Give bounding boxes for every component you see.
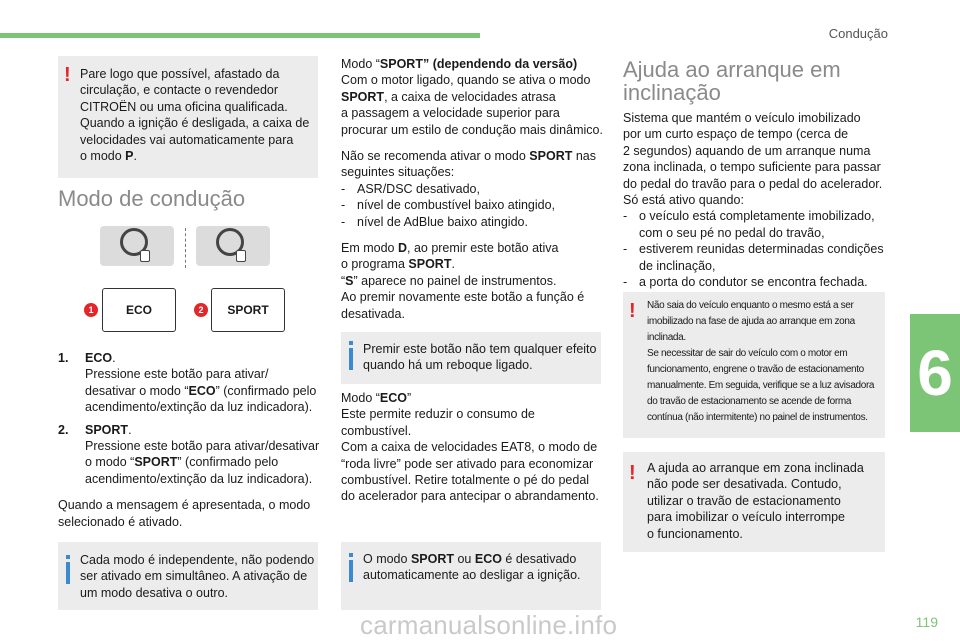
list-item: - estiverem reunidas determinadas condições de inclinação, [623, 242, 884, 273]
gear-selector-icon [236, 250, 246, 262]
info-box-independent-modes [58, 542, 318, 610]
warning-text: Pare logo que possível, afastado da circulação, e contacte o revendedor CITROËN ou uma oficina qualificada. Quando a ignição é desligada, a caixa de velocidades vai automaticamente para o modo P. [80, 67, 310, 164]
steering-wheel-sport-illustration [196, 226, 270, 266]
warning-box-leaving-vehicle [623, 292, 885, 438]
section-title: Condução [828, 26, 888, 41]
warning-icon: ! [629, 462, 636, 484]
steering-wheel-eco-illustration [100, 226, 174, 266]
info-box-ignition [341, 542, 601, 610]
list-item: - a porta do condutor se encontra fechada. [623, 275, 868, 290]
info-icon [349, 348, 353, 370]
callout-1: 1 [84, 303, 98, 317]
info-icon [66, 562, 70, 584]
info-icon [349, 560, 353, 582]
list-item: - nível de AdBlue baixo atingido. [341, 214, 528, 229]
callout-2: 2 [194, 303, 208, 317]
list-item: 2. SPORT. Pressione este botão para ativar/desativar o modo “SPORT” (confirmado pelo acendimento/extinção da luz indicadora). [58, 422, 320, 486]
eco-mode-section: Modo “ECO” Este permite reduzir o consumo de combustível. Com a caixa de velocidades EAT8, o modo de “roda livre” pode ser ativado para economizar combustível. Retire totalmente o pé do pedal do acelerador para antecipar o abrandamento. [341, 391, 599, 504]
list-item: - o veículo está completamente imobilizado, com o seu pé no pedal do travão, [623, 209, 875, 240]
info-box-trailer [341, 332, 601, 384]
page-number: 119 [915, 614, 938, 630]
warning-text: A ajuda ao arranque em zona inclinada não pode ser desativada. Contudo, utilizar o travão de estacionamento para imobilizar o veículo interrompe o funcionamento. [647, 461, 864, 541]
list-item: 1. ECO. Pressione este botão para ativar/ desativar o modo “ECO” (confirmado pelo acendimento/extinção da luz indicadora). [58, 351, 317, 415]
warning-box-gearbox [58, 56, 318, 178]
warning-box-cannot-deactivate [623, 452, 885, 552]
list-item: - nível de combustível baixo atingido, [341, 198, 556, 213]
info-text: Premir este botão não tem qualquer efeito quando há um reboque ligado. [363, 342, 597, 373]
section-heading-driving-mode: Modo de condução [58, 186, 246, 211]
warning-icon: ! [629, 300, 636, 322]
warning-icon: ! [64, 64, 71, 86]
header-accent-bar [0, 33, 480, 38]
list-item: - ASR/DSC desativado, [341, 181, 480, 196]
eco-button: ECO [102, 288, 176, 332]
info-text: Cada modo é independente, não podendo ser ativado em simultâneo. A ativação de um modo desativa o outro. [80, 553, 315, 600]
section-heading-hill-start: Ajuda ao arranque em inclinação [623, 57, 841, 105]
hill-start-description: Sistema que mantém o veículo imobilizado por um curto espaço de tempo (cerca de 2 segundos) aquando de um arranque numa zona inclinada, o tempo suficiente para passar do pedal do travão para o pedal do acelerador. Só está ativo quando: - o veículo está completamente imobilizado, com o seu pé no pedal do travão, - estiverem reunidas determinadas condições de inclinação, - a porta do condutor se encontra fechada. [623, 110, 893, 290]
info-text: O modo SPORT ou ECO é desativado automaticamente ao desligar a ignição. [363, 552, 581, 583]
chapter-tab: 6 [910, 314, 960, 432]
mode-message-paragraph: Quando a mensagem é apresentada, o modo selecionado é ativado. [58, 498, 311, 529]
watermark: carmanualsonline.info [360, 610, 618, 640]
sport-button: SPORT [211, 288, 285, 332]
sport-mode-section: Modo “SPORT” (dependendo da versão) Com o motor ligado, quando se ativa o modo SPORT, a caixa de velocidades atrasa a passagem a velocidade superior para procurar um estilo de condução mais dinâmico. Não se recomenda ativar o modo SPORT nas seguintes situações: - ASR/DSC desativado, - nível de combustível baixo atingido, - nível de AdBlue baixo atingido. Em modo D, ao premir este botão ativa o programa SPORT. “S” aparece no painel de instrumentos. Ao premir novamente este botão a função é desativada. [341, 56, 606, 322]
illustration-divider [185, 228, 186, 268]
warning-text: Não saia do veículo enquanto o mesmo está a ser imobilizado na fase de ajuda ao arranque em zona inclinada. Se necessitar de sair do veículo com o motor em funcionamento, engrene o travão de estacionamento manualmente. Em seguida, verifique se a luz avisadora do travão de estacionamento se acende de forma contínua (não intermitente) no painel de instrumentos. [647, 300, 875, 423]
button-descriptions [58, 350, 323, 530]
gear-selector-icon [140, 250, 150, 262]
